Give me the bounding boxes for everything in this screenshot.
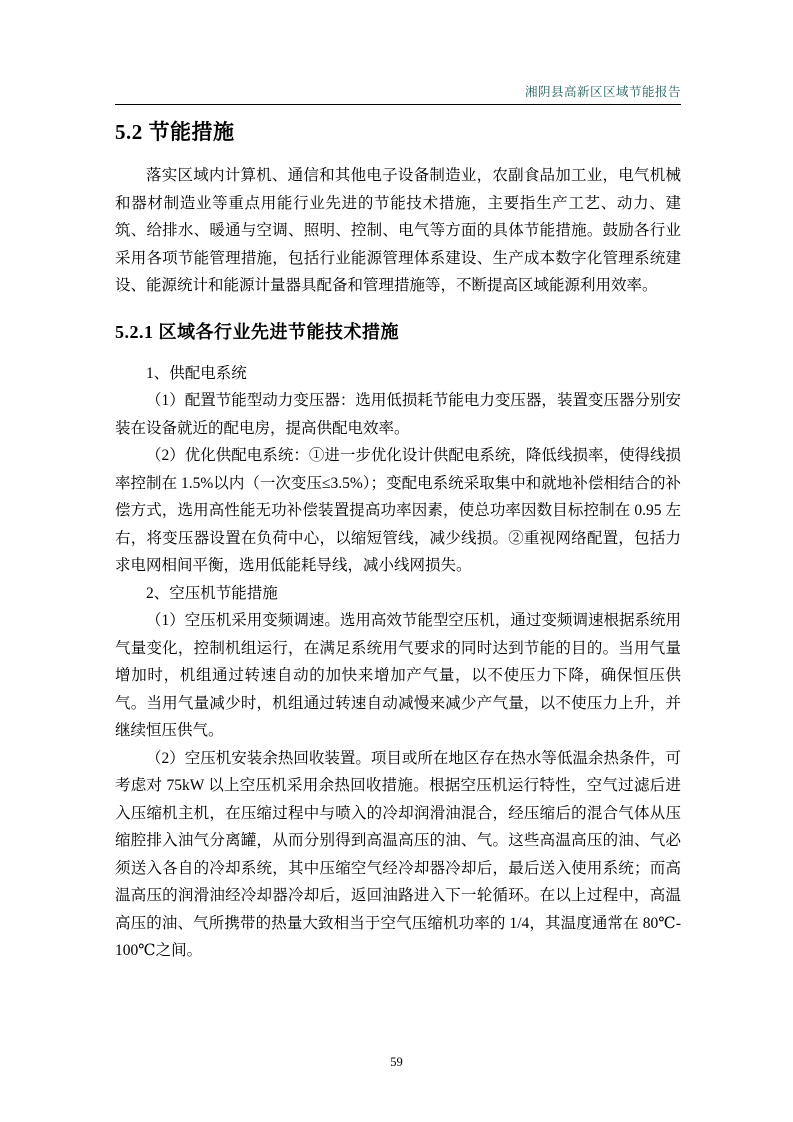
page-header: [115, 82, 681, 105]
paragraph-2-2: （2）空压机安装余热回收装置。项目或所在地区存在热水等低温余热条件，可考虑对 75kW 以上空压机采用余热回收措施。根据空压机运行特性，空气过滤后进入压缩机主机，在压缩过程中与喷入的冷却润滑油混合，经压缩后的混合气体从压缩腔排入油气分离罐，从而分别得到高温高压的油、气。这些高温高压的油、气必须送入各自的冷却系统，其中压缩空气经冷却器冷却后，最后送入使用系统；而高温高压的润滑油经冷却器冷却后，返回油路进入下一轮循环。在以上过程中，高温高压的油、气所携带的热量大致相当于空气压缩机功率的 1/4，其温度通常在 80℃-100℃之间。: [115, 749, 681, 959]
item-1-title: 1、供配电系统: [146, 364, 247, 382]
page-number: 59: [390, 1055, 403, 1069]
intro-paragraph: 落实区域内计算机、通信和其他电子设备制造业，农副食品加工业，电气机械和器材制造业等重点用能行业先进的节能技术措施，主要指生产工艺、动力、建筑、给排水、暖通与空调、照明、控制、电气等方面的具体节能措施。鼓励各行业采用各项节能管理措施，包括行业能源管理体系建设、生产成本数字化管理系统建设、能源统计和能源计量器具配备和管理措施等，不断提高区域能源利用效率。: [115, 167, 681, 294]
paragraph-1-1: （1）配置节能型动力变压器：选用低损耗节能电力变压器，装置变压器分别安装在设备就近的配电房，提高供配电效率。: [115, 392, 681, 437]
document-content: [115, 108, 681, 965]
page-footer: [0, 1055, 793, 1070]
header-title: 湘阴县高新区区域节能报告: [524, 85, 681, 99]
section-heading-5-2: 5.2 节能措施: [115, 120, 235, 144]
paragraph-2-1: （1）空压机采用变频调速。选用高效节能型空压机，通过变频调速根据系统用气量变化，控制机组运行，在满足系统用气要求的同时达到节能的目的。当用气量增加时，机组通过转速自动的加快来增加产气量，以不使压力下降，确保恒压供气。当用气量减少时，机组通过转速自动减慢来减少产气量，以不使压力上升，并继续恒压供气。: [115, 612, 681, 739]
section-heading-5-2-1: 5.2.1 区域各行业先进节能技术措施: [115, 321, 399, 342]
item-2-title: 2、空压机节能措施: [146, 584, 278, 602]
paragraph-1-2: （2）优化供配电系统：①进一步优化设计供配电系统，降低线损率，使得线损率控制在 1.5%以内（一次变压≤3.5%）；变配电系统采取集中和就地补偿相结合的补偿方式，选用高性能无功补偿装置提高功率因素，使总功率因数目标控制在 0.95 左右，将变压器设置在负荷中心，以缩短管线，减少线损。②重视网络配置，包括力求电网相间平衡，选用低能耗导线，减小线网损失。: [115, 447, 681, 574]
